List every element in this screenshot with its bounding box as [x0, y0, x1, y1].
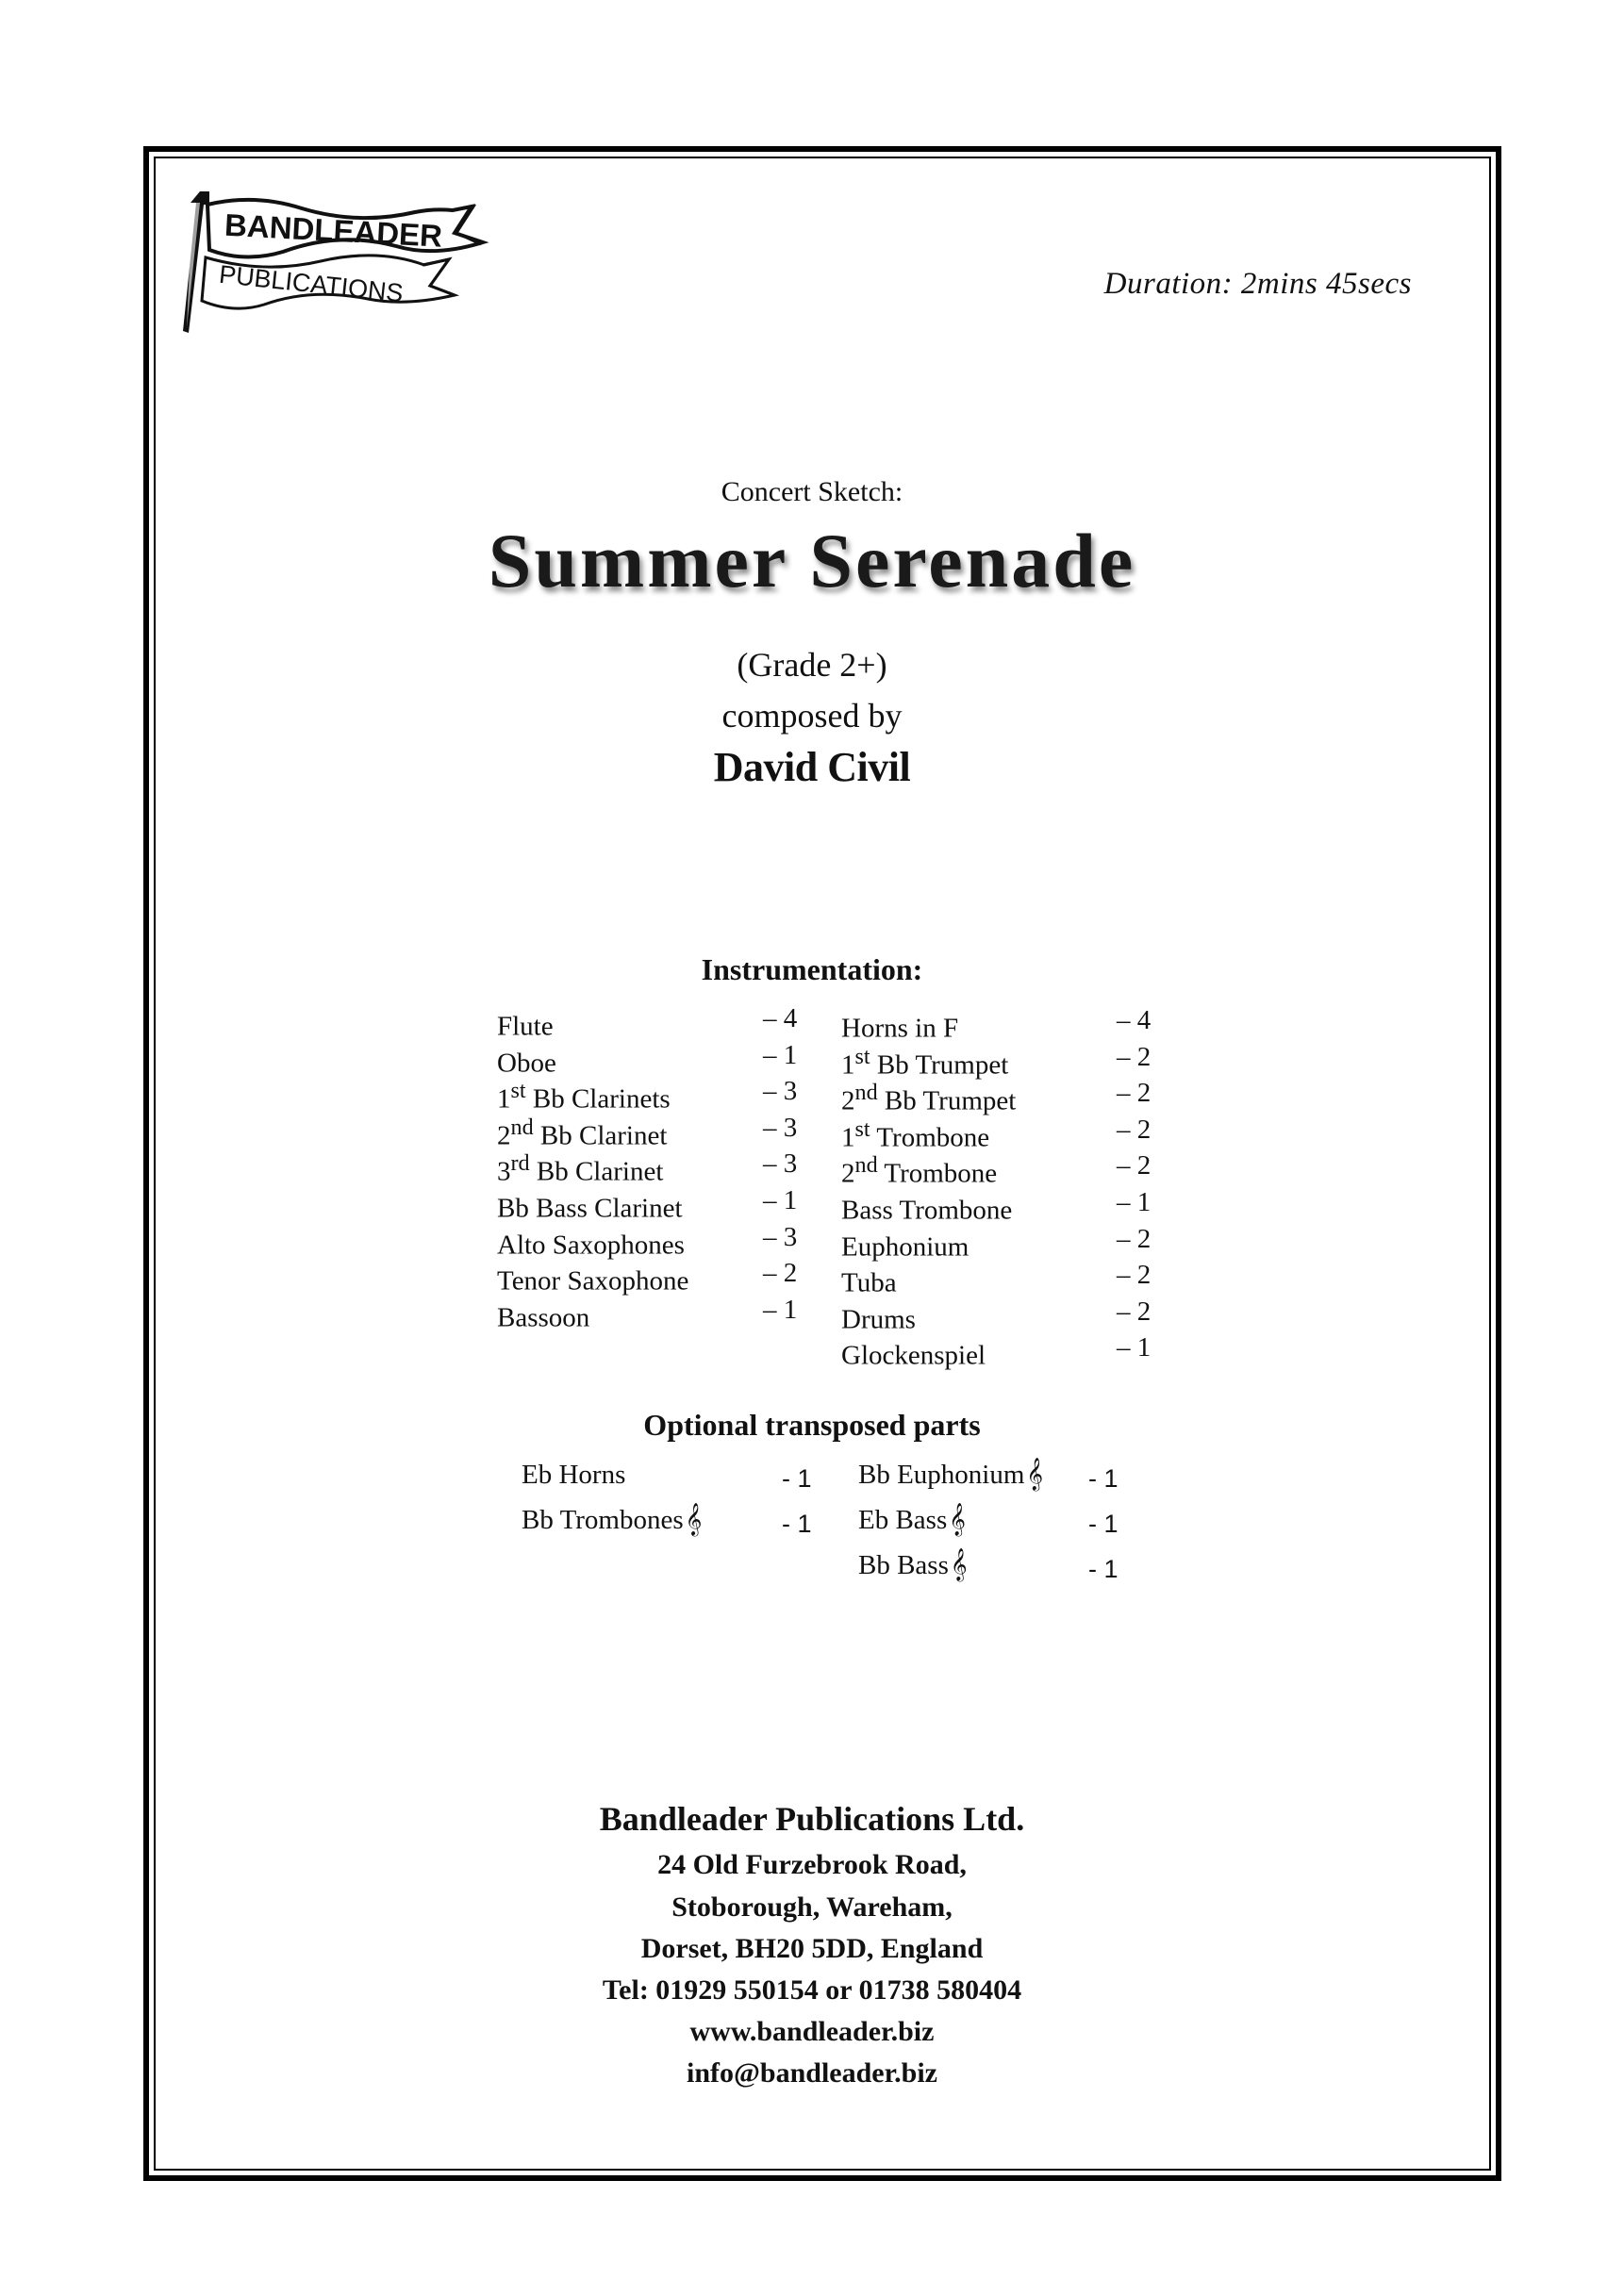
- treble-clef-icon: 𝄞: [949, 1504, 966, 1535]
- instrument-row: Oboe – 1: [497, 1037, 808, 1074]
- instrument-row: Glockenspiel – 1: [841, 1330, 1162, 1366]
- work-title: Summer Serenade: [488, 518, 1136, 603]
- publisher-website-link[interactable]: www.bandleader.biz: [689, 2016, 935, 2047]
- optional-part-quantity: - 1: [1088, 1555, 1119, 1583]
- treble-clef-icon: 𝄞: [1026, 1459, 1044, 1490]
- instrument-quantity: – 2: [1117, 1078, 1152, 1109]
- instrument-row: Tenor Saxophone – 2: [497, 1255, 808, 1292]
- publisher-name: Bandleader Publications Ltd.: [599, 1800, 1025, 1838]
- instrument-row: 1st Bb Clarinets – 3: [497, 1073, 808, 1110]
- instrument-row: Bass Trombone – 1: [841, 1184, 1162, 1221]
- composer-name: David Civil: [713, 744, 911, 790]
- bandleader-logo: [179, 184, 519, 339]
- grade-label: (Grade 2+): [737, 646, 887, 684]
- instrument-row: Flute – 4: [497, 1000, 808, 1037]
- publisher-address-line: Stoborough, Wareham,: [671, 1891, 953, 1923]
- instrument-quantity: – 2: [1117, 1296, 1152, 1327]
- instrument-quantity: – 1: [1117, 1332, 1152, 1363]
- instrument-quantity: – 2: [1117, 1041, 1152, 1072]
- treble-clef-icon: 𝄞: [685, 1504, 703, 1535]
- optional-part-quantity: - 1: [1088, 1464, 1119, 1493]
- instrument-quantity: – 1: [763, 1184, 798, 1215]
- instrument-quantity: – 1: [763, 1294, 798, 1325]
- treble-clef-icon: 𝄞: [950, 1549, 968, 1580]
- instrumentation-left-column: [497, 1000, 808, 1333]
- composed-by-label: composed by: [721, 697, 903, 735]
- duration-label: Duration: 2mins 45secs: [1103, 267, 1412, 301]
- instrument-quantity: – 3: [763, 1076, 798, 1107]
- instrument-row: 1st Bb Trumpet – 2: [841, 1039, 1162, 1076]
- optional-part-row: Eb Horns - 1: [522, 1452, 833, 1497]
- publisher-address-line: 24 Old Furzebrook Road,: [657, 1849, 967, 1880]
- optional-part-row: Bb Euphonium𝄞 - 1: [858, 1452, 1132, 1497]
- instrument-quantity: – 4: [763, 1003, 798, 1033]
- optional-parts-left-column: [522, 1452, 833, 1543]
- instrument-quantity: – 2: [1117, 1260, 1152, 1291]
- optional-part-quantity: - 1: [1088, 1510, 1119, 1538]
- instrument-row: Euphonium – 2: [841, 1221, 1162, 1258]
- instrument-quantity: – 3: [763, 1221, 798, 1252]
- instrument-quantity: – 1: [1117, 1186, 1152, 1217]
- instrument-row: Horns in F – 4: [841, 1002, 1162, 1039]
- optional-part-row: Eb Bass𝄞 - 1: [858, 1497, 1132, 1543]
- instrument-quantity: – 2: [1117, 1223, 1152, 1254]
- instrument-row: Alto Saxophones – 3: [497, 1219, 808, 1256]
- instrument-row: 2nd Trombone – 2: [841, 1148, 1162, 1184]
- instrument-row: 1st Trombone – 2: [841, 1112, 1162, 1148]
- instrument-quantity: – 3: [763, 1112, 798, 1143]
- instrument-row: Tuba – 2: [841, 1257, 1162, 1294]
- instrument-row: 2nd Bb Trumpet – 2: [841, 1075, 1162, 1112]
- work-subtitle: Concert Sketch:: [721, 476, 903, 507]
- instrumentation-heading: Instrumentation:: [701, 952, 923, 986]
- instrument-quantity: – 2: [1117, 1114, 1152, 1145]
- publisher-address-line: Dorset, BH20 5DD, England: [640, 1933, 984, 1964]
- publisher-email-link[interactable]: info@bandleader.biz: [686, 2057, 937, 2089]
- optional-parts-heading: Optional transposed parts: [643, 1408, 981, 1442]
- instrument-row: Bassoon – 1: [497, 1292, 808, 1329]
- instrument-quantity: – 2: [1117, 1150, 1152, 1181]
- logo-line2: PUBLICATIONS: [217, 259, 405, 308]
- logo-line1: BANDLEADER: [224, 206, 443, 254]
- instrument-row: 2nd Bb Clarinet – 3: [497, 1110, 808, 1147]
- optional-part-quantity: - 1: [782, 1510, 812, 1538]
- instrument-quantity: – 2: [763, 1258, 798, 1289]
- instrument-quantity: – 1: [763, 1039, 798, 1070]
- publisher-phone: Tel: 01929 550154 or 01738 580404: [602, 1974, 1022, 2006]
- instrument-quantity: – 4: [1117, 1005, 1152, 1035]
- optional-part-quantity: - 1: [782, 1464, 812, 1493]
- optional-parts-right-column: [858, 1452, 1132, 1588]
- instrument-quantity: – 3: [763, 1148, 798, 1180]
- optional-part-row: Bb Bass𝄞 - 1: [858, 1543, 1132, 1588]
- instrument-row: Drums – 2: [841, 1294, 1162, 1330]
- optional-part-row: Bb Trombones𝄞 - 1: [522, 1497, 833, 1543]
- instrumentation-right-column: [841, 1002, 1162, 1371]
- instrument-row: Bb Bass Clarinet – 1: [497, 1182, 808, 1219]
- instrument-row: 3rd Bb Clarinet – 3: [497, 1146, 808, 1182]
